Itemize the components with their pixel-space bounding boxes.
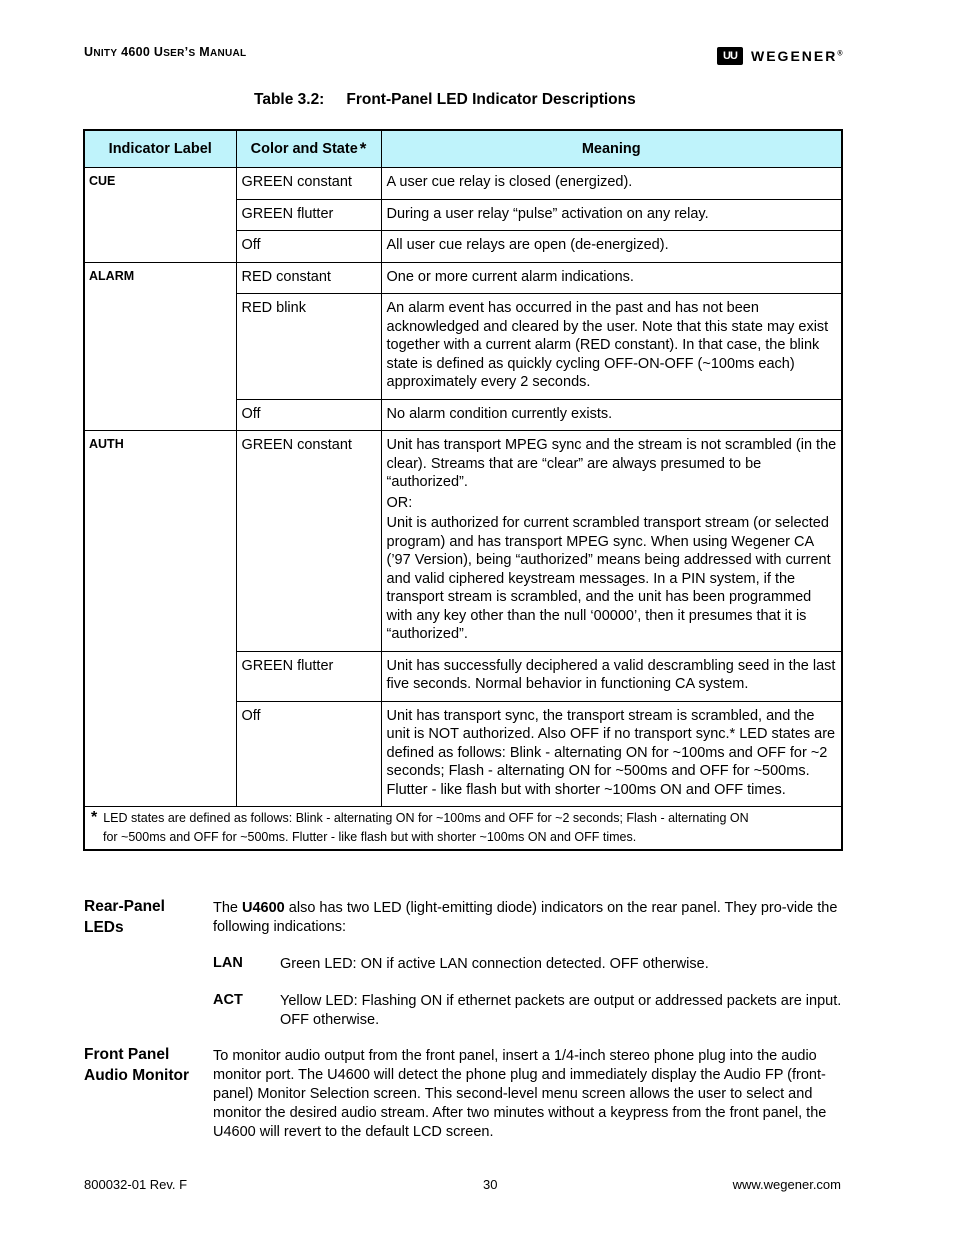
header-meaning: Meaning — [381, 130, 842, 168]
color-state-cell: RED constant — [236, 262, 381, 294]
header-color-state: Color and State * — [236, 130, 381, 168]
meaning-paragraph: Unit has transport sync, the transport stream is scrambled, and the unit is NOT authorized. Also OFF if no transport sync.* LED states are defined as follows: Blink - alternating ON for ~100ms and OFF for ~2 seconds; Flash - alternating ON for ~500ms and OFF for ~500ms. Flutter - like flash but with shorter ~100ms ON and OFF times. — [386, 707, 836, 798]
meaning-cell — [381, 199, 842, 231]
meaning-cell — [381, 262, 842, 294]
model-name: U4600 — [242, 900, 285, 916]
meaning-paragraph: An alarm event has occurred in the past and has not been acknowledged and cleared by the user. Note that this state may exist together with a current alarm (RED constant). In that case, the blink state is defined as quickly cycling OFF-ON-OFF (~100ms each) approximately every 2 seconds. — [386, 300, 829, 390]
header-indicator-label: Indicator Label — [84, 130, 236, 168]
meaning-cell — [381, 701, 842, 807]
def-act: Yellow LED: Flashing ON if ethernet packets are output or addressed packets are input. OFF otherwise. — [280, 993, 842, 1028]
table-title: Front-Panel LED Indicator Descriptions — [346, 91, 636, 108]
meaning-cell — [381, 431, 842, 652]
table-row — [84, 262, 842, 294]
term-lan: LAN — [213, 955, 243, 971]
footnote-line2: for ~500ms and OFF for ~500ms. Flutter - like flash but with shorter ~100ms ON and OFF times. — [103, 829, 637, 844]
doc-number: 800032-01 Rev. F — [84, 1177, 188, 1192]
color-state-cell: Off — [236, 231, 381, 263]
asterisk-marker: * — [359, 139, 367, 158]
logo-text: WEGENER — [751, 48, 838, 64]
color-state-cell: Off — [236, 399, 381, 431]
logo-mark-icon: UU — [717, 47, 743, 65]
meaning-cell — [381, 651, 842, 701]
table-row — [84, 168, 842, 200]
color-state-cell: GREEN flutter — [236, 199, 381, 231]
meaning-paragraph: All user cue relays are open (de-energized). — [386, 237, 669, 253]
meaning-paragraph: A user cue relay is closed (energized). — [386, 174, 633, 190]
table-caption — [254, 91, 636, 109]
meaning-paragraph: OR: — [386, 494, 413, 511]
rear-panel-intro: The U4600 also has two LED (light-emitting diode) indicators on the rear panel. They pro-vide the following indications: — [213, 900, 838, 935]
meaning-paragraph: Unit has successfully deciphered a valid descrambling seed in the last five seconds. Normal behavior in functioning CA system. — [386, 657, 836, 692]
table-footnote — [84, 807, 842, 851]
color-state-cell: GREEN constant — [236, 168, 381, 200]
color-state-cell: GREEN constant — [236, 431, 381, 652]
website-link[interactable]: www.wegener.com — [732, 1177, 841, 1192]
meaning-paragraph: No alarm condition currently exists. — [386, 405, 613, 422]
indicator-label-cue: CUE — [84, 168, 236, 263]
meaning-cell — [381, 231, 842, 263]
meaning-cell — [381, 294, 842, 400]
table-row — [84, 431, 842, 652]
table-number: Table 3.2: — [254, 91, 325, 108]
indicator-label-alarm: ALARM — [84, 262, 236, 431]
front-audio-text: To monitor audio output from the front panel, insert a 1/4-inch stereo phone plug into the audio monitor port. The U4600 will detect the phone plug and immediately display the Audio FP (front-panel) Monitor Selection screen. This second-level menu screen allows the user to select and monitor the desired audio stream. After two minutes without a keypress from the front panel, the U4600 will revert to the default LCD screen. — [213, 1048, 827, 1140]
front-audio-heading: Front Panel Audio Monitor — [84, 1046, 190, 1084]
footnote-row — [84, 807, 842, 851]
color-state-cell: GREEN flutter — [236, 651, 381, 701]
indicator-label-auth: AUTH — [84, 431, 236, 807]
meaning-paragraph: One or more current alarm indications. — [386, 268, 634, 285]
page-number: 30 — [483, 1177, 498, 1192]
rear-panel-heading: Rear-Panel LEDs — [84, 898, 165, 936]
term-act: ACT — [213, 992, 243, 1008]
color-state-cell: RED blink — [236, 294, 381, 400]
led-indicator-table — [83, 129, 843, 851]
logo-registered-mark: ® — [837, 50, 843, 58]
color-state-cell: Off — [236, 701, 381, 807]
meaning-paragraph: Unit is authorized for current scrambled transport stream (or selected program) and has transport MPEG sync. When using Wegener CA (’97 Version), being “authorized” means being addressed with current and valid ciphered keystream messages. In a PIN system, if the transport stream is scrambled, and the unit has been programmed with any key other than the null ‘00000’, then it presumes that it is “authorized”. — [386, 515, 831, 642]
manual-title: UNITY 4600 USER’S MANUAL — [84, 45, 247, 59]
table-header-row — [84, 130, 842, 168]
meaning-cell — [381, 168, 842, 200]
meaning-paragraph: Unit has transport MPEG sync and the stream is not scrambled (in the clear). Streams that are “clear” are always presumed to be “authorized”. — [386, 437, 837, 490]
footnote-line1: LED states are defined as follows: Blink - alternating ON for ~100ms and OFF for ~2 seconds; Flash - alternating ON — [103, 811, 749, 825]
def-lan: Green LED: ON if active LAN connection detected. OFF otherwise. — [280, 956, 709, 972]
meaning-cell — [381, 399, 842, 431]
footnote-marker: * — [91, 809, 98, 826]
wegener-logo — [717, 47, 843, 65]
meaning-paragraph: During a user relay “pulse” activation on any relay. — [386, 205, 709, 222]
